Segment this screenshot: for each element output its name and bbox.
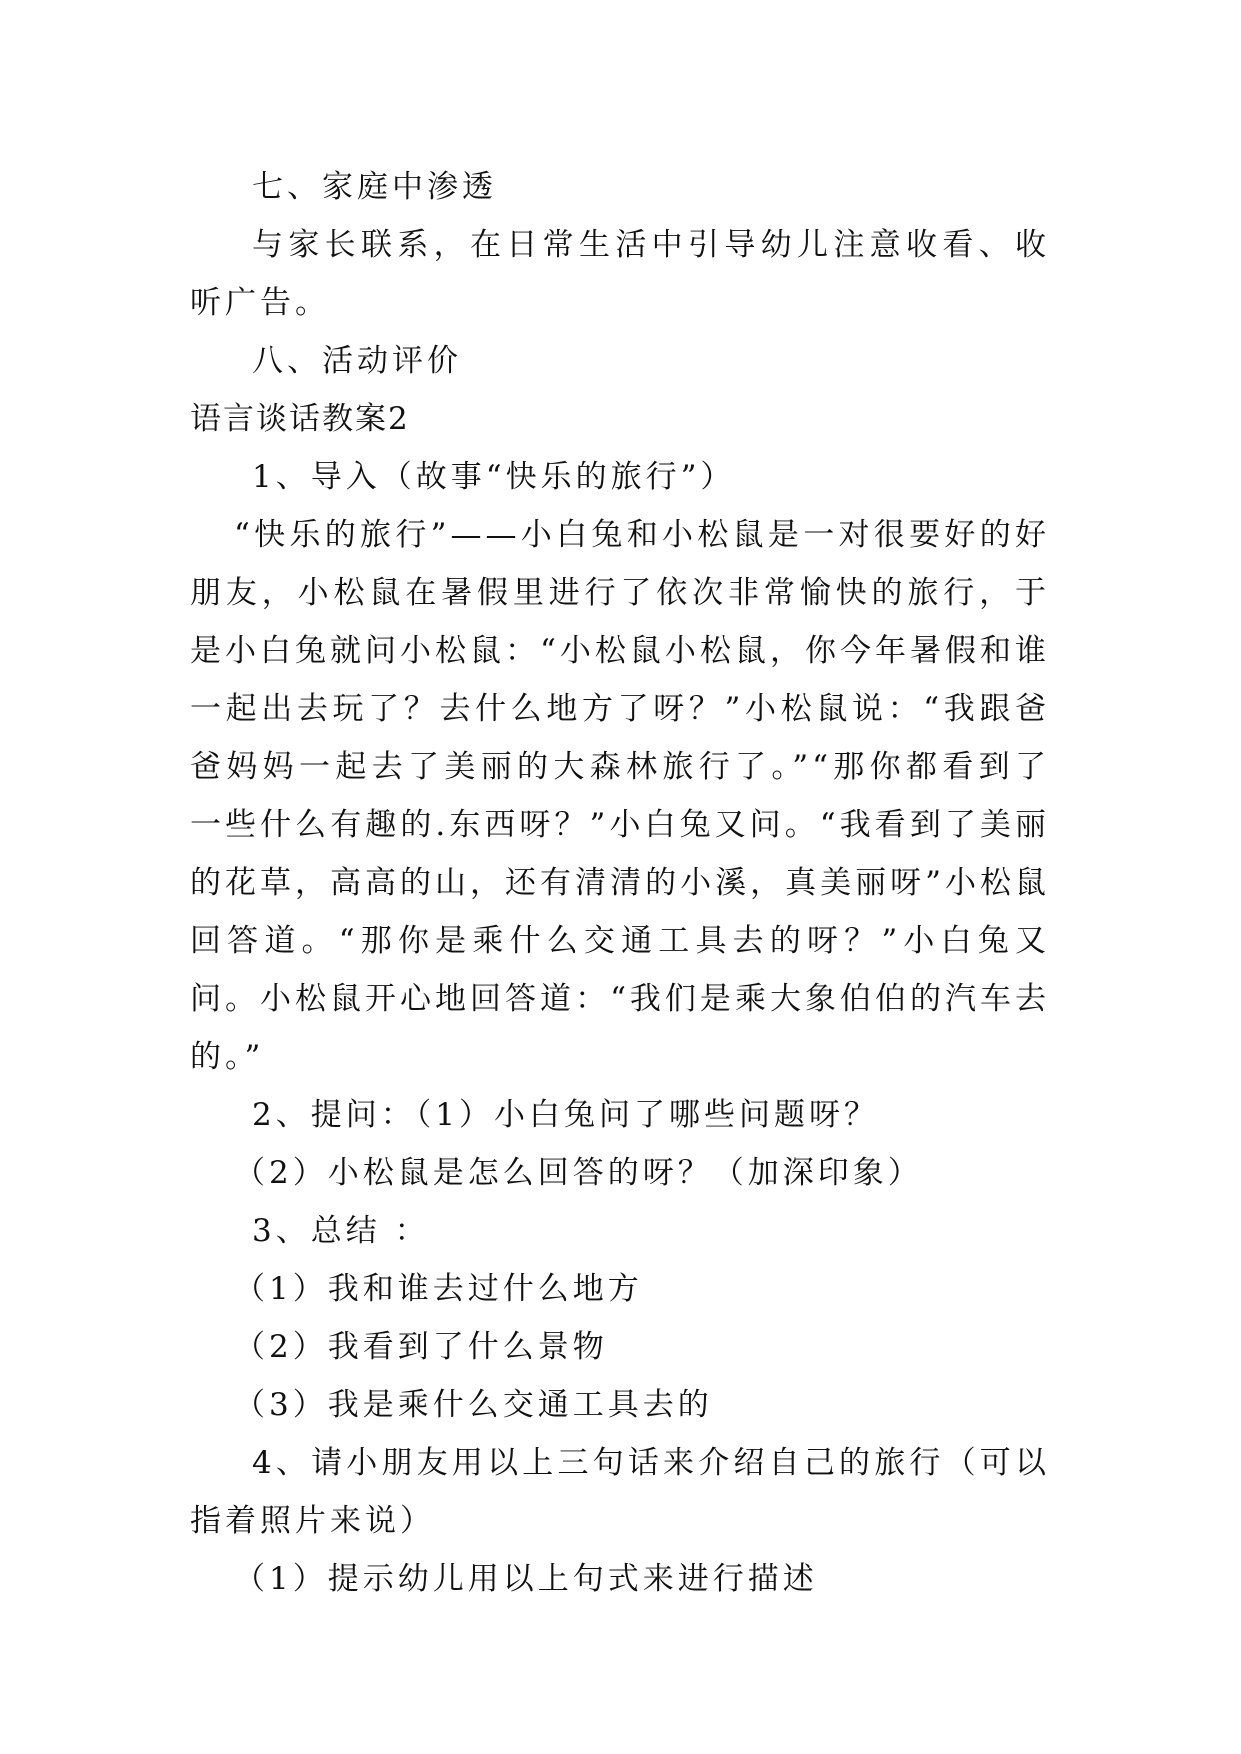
paragraph-parent-contact: 与家长联系，在日常生活中引导幼儿注意收看、收听广告。: [190, 227, 1050, 321]
step-1-introduction: 1、导入（故事“快乐的旅行”）: [252, 459, 736, 495]
summary-item-1: （1）我和谁去过什么地方: [234, 1271, 643, 1307]
step-2-questions: 2、提问：（1）小白兔问了哪些问题呀？: [252, 1097, 879, 1133]
summary-item-3: （3）我是乘什么交通工具去的: [234, 1387, 713, 1423]
step-4-item-1: （1）提示幼儿用以上句式来进行描述: [234, 1561, 818, 1597]
section-heading-activity-evaluation: 八、活动评价: [252, 343, 462, 379]
document-title-lesson-plan-2: 语言谈话教案2: [190, 401, 410, 437]
step-4-introduce-trip: 4、请小朋友用以上三句话来介绍自己的旅行（可以指着照片来说）: [190, 1445, 1050, 1539]
summary-item-2: （2）我看到了什么景物: [234, 1329, 608, 1365]
document-body: [190, 158, 1050, 1608]
question-2: （2）小松鼠是怎么回答的呀？（加深印象）: [234, 1155, 923, 1191]
step-3-summary: 3、总结 ：: [252, 1213, 430, 1249]
section-heading-home-infiltration: 七、家庭中渗透: [252, 169, 497, 205]
story-paragraph: “快乐的旅行”——小白兔和小松鼠是一对很要好的好朋友，小松鼠在暑假里进行了依次非常愉快的旅行，于是小白兔就问小松鼠：“小松鼠小松鼠，你今年暑假和谁一起出去玩了？去什么地方了呀？”小松鼠说：“我跟爸爸妈妈一起去了美丽的大森林旅行了。”“那你都看到了一些什么有趣的.东西呀？”小白兔又问。“我看到了美丽的花草，高高的山，还有清清的小溪，真美丽呀”小松鼠回答道。“那你是乘什么交通工具去的呀？”小白兔又问。小松鼠开心地回答道：“我们是乘大象伯伯的汽车去的。”: [190, 517, 1050, 1075]
